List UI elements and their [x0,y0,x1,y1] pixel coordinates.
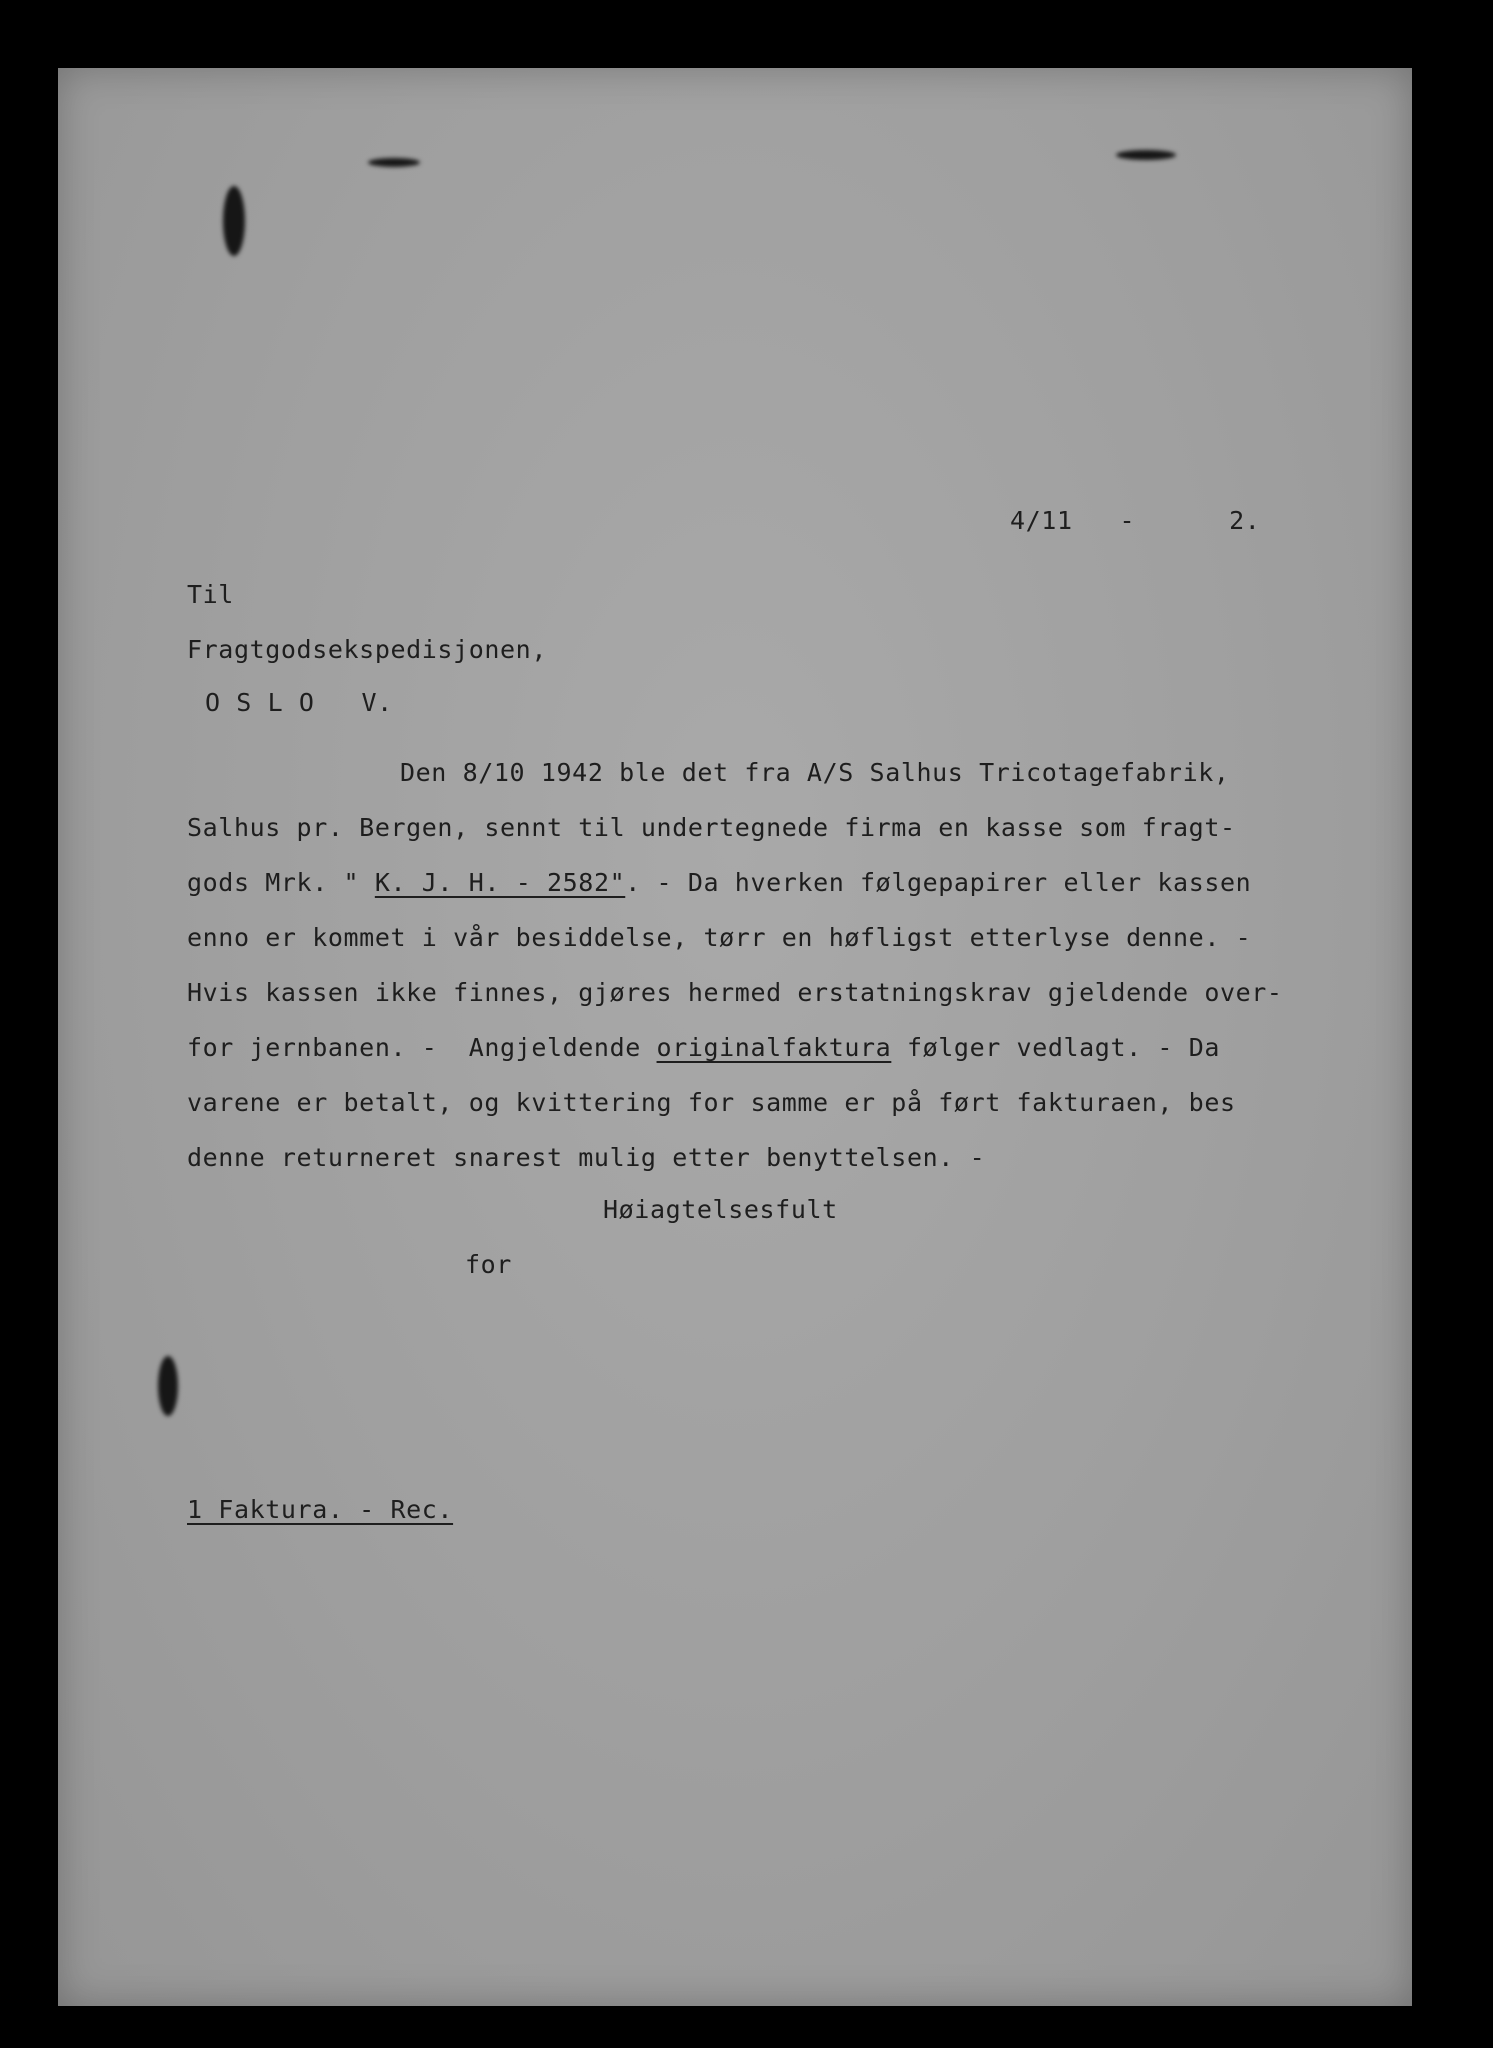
staple-mark-left [368,158,420,167]
staple-mark-right [1116,150,1176,160]
letter-date: 4/11 - 2. [1010,506,1261,535]
recipient-city: O S L O V. [205,688,393,717]
body-line-7: varene er betalt, og kvittering for samme er på ført fakturaen, bes [187,1088,1236,1117]
recipient: Fragtgodsekspedisjonen, [187,635,547,664]
for-line: for [465,1250,512,1279]
body-line-1: Den 8/10 1942 ble det fra A/S Salhus Tricotagefabrik, [400,758,1230,787]
body-line-2: Salhus pr. Bergen, sennt til undertegnede firma en kasse som fragt- [187,813,1236,842]
body-line-6 [187,1033,1220,1062]
ink-blot-middle [158,1356,178,1416]
ink-blot-top [223,186,245,256]
closing: Høiagtelsesfult [603,1195,838,1224]
shipment-mark: K. J. H. - 2582" [374,868,626,897]
body-line-3-start: gods Mrk. " [187,868,375,897]
body-line-8: denne returneret snarest mulig etter benyttelsen. - [187,1143,986,1172]
enclosure: 1 Faktura. - Rec. [187,1495,454,1524]
body-line-5: Hvis kassen ikke finnes, gjøres hermed erstatningskrav gjeldende over- [187,978,1283,1007]
body-line-6-start: for jernbanen. - Angjeldende [187,1033,657,1062]
body-line-6-end: følger vedlagt. - Da [891,1033,1221,1062]
body-line-4: enno er kommet i vår besiddelse, tørr en høfligst etterlyse denne. - [187,923,1252,952]
salutation: Til [187,580,234,609]
body-line-3 [187,868,1251,897]
original-invoice: originalfaktura [656,1033,892,1062]
body-line-3-end: . - Da hverken følgepapirer eller kassen [625,868,1252,897]
